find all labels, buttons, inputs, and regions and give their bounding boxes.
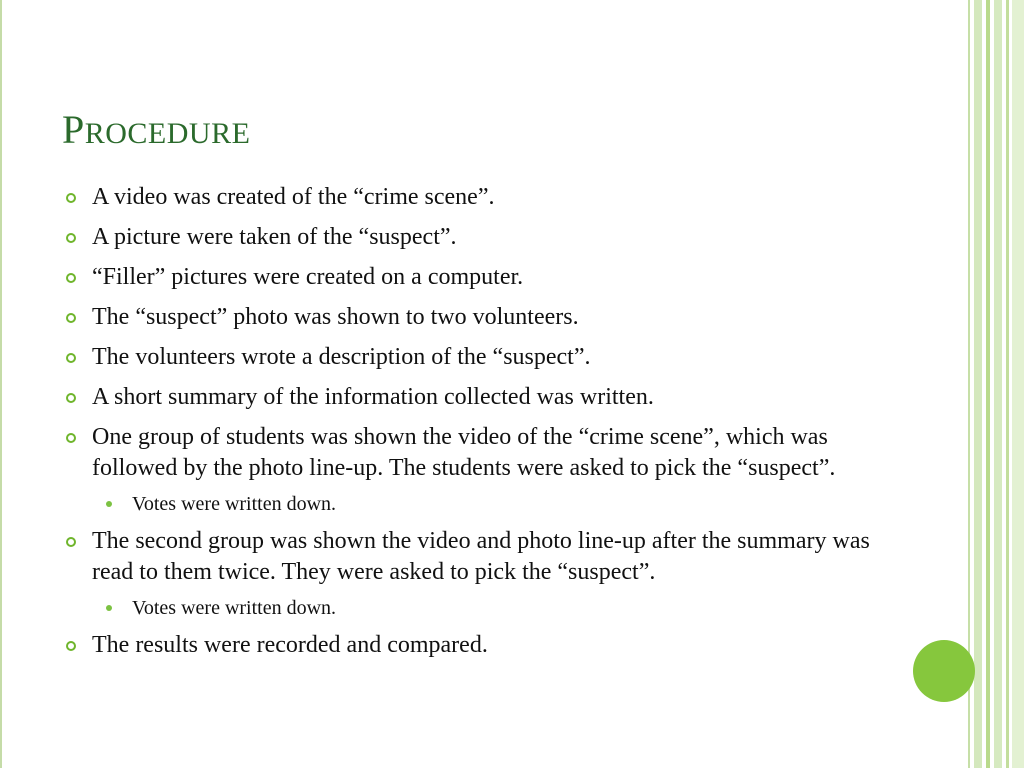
bullet-text: One group of students was shown the video of the “crime scene”, which was followed by the photo line-up. The students were asked to pick the “suspect”. xyxy=(92,424,836,481)
bullet-dot-icon xyxy=(106,605,112,611)
bullet-item xyxy=(62,422,892,517)
bullet-ring-icon xyxy=(66,433,76,443)
accent-circle xyxy=(913,640,975,702)
right-bar-6 xyxy=(1012,0,1024,768)
bullet-text: The second group was shown the video and photo line-up after the summary was read to them twice. They were asked to pick the “suspect”. xyxy=(92,528,870,585)
title-rest: ROCEDURE xyxy=(84,117,251,150)
bullet-item xyxy=(62,382,892,413)
bullet-ring-icon xyxy=(66,393,76,403)
sub-bullet-item xyxy=(92,595,892,621)
right-bar-5 xyxy=(1006,0,1009,768)
bullet-item xyxy=(62,526,892,621)
bullet-text: A picture were taken of the “suspect”. xyxy=(92,224,457,250)
bullet-ring-icon xyxy=(66,353,76,363)
bullet-text: The “suspect” photo was shown to two volunteers. xyxy=(92,304,579,330)
bullet-item xyxy=(62,302,892,333)
bullet-ring-icon xyxy=(66,193,76,203)
bullet-item xyxy=(62,630,892,661)
sub-bullet-list xyxy=(92,491,892,517)
bullet-text: The volunteers wrote a description of the “suspect”. xyxy=(92,344,591,370)
sub-bullet-item xyxy=(92,491,892,517)
sub-bullet-list xyxy=(92,595,892,621)
bullet-item xyxy=(62,222,892,253)
bullet-ring-icon xyxy=(66,313,76,323)
bullet-list xyxy=(62,182,892,670)
right-bar-4 xyxy=(994,0,1002,768)
sub-bullet-text: Votes were written down. xyxy=(132,493,337,515)
bullet-ring-icon xyxy=(66,273,76,283)
right-decorative-bars xyxy=(968,0,1024,768)
bullet-ring-icon xyxy=(66,641,76,651)
left-border-line xyxy=(0,0,2,768)
slide-title xyxy=(62,104,250,160)
bullet-item xyxy=(62,182,892,213)
bullet-item xyxy=(62,262,892,293)
right-bar-2 xyxy=(974,0,982,768)
bullet-text: The results were recorded and compared. xyxy=(92,632,488,658)
bullet-ring-icon xyxy=(66,233,76,243)
bullet-text: “Filler” pictures were created on a computer. xyxy=(92,264,524,290)
bullet-dot-icon xyxy=(106,501,112,507)
bullet-text: A short summary of the information collected was written. xyxy=(92,384,654,410)
right-bar-3 xyxy=(986,0,990,768)
title-first-letter: P xyxy=(62,107,85,152)
bullet-ring-icon xyxy=(66,537,76,547)
bullet-text: A video was created of the “crime scene”. xyxy=(92,184,495,210)
bullet-item xyxy=(62,342,892,373)
sub-bullet-text: Votes were written down. xyxy=(132,597,337,619)
